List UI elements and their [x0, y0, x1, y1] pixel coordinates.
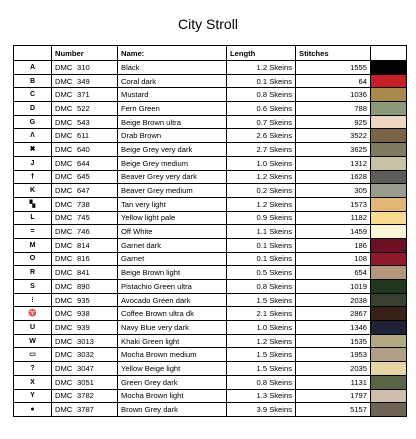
length-cell: 0.2 Skeins	[227, 184, 296, 198]
symbol-cell: U	[14, 321, 52, 335]
color-swatch	[371, 170, 407, 184]
brand-label: DMC	[55, 405, 73, 415]
table-row	[14, 362, 407, 376]
length-cell: 1.5 Skeins	[227, 348, 296, 362]
brand-label: DMC	[55, 117, 73, 127]
color-swatch	[371, 115, 407, 129]
table-row	[14, 389, 407, 403]
floss-code: 816	[77, 254, 90, 264]
symbol-cell: J	[14, 156, 52, 170]
table-row	[14, 266, 407, 280]
floss-code: 890	[77, 281, 90, 291]
number-cell	[52, 211, 118, 225]
header-number: Number	[52, 46, 118, 61]
color-swatch	[371, 252, 407, 266]
floss-code: 611	[77, 131, 90, 141]
length-cell: 2.7 Skeins	[227, 143, 296, 157]
color-swatch	[371, 334, 407, 348]
symbol-cell: Λ	[14, 129, 52, 143]
number-cell	[52, 225, 118, 239]
name-cell: Beaver Grey very dark	[118, 170, 227, 184]
brand-label: DMC	[55, 281, 73, 291]
floss-code: 939	[77, 322, 90, 332]
table-row	[14, 225, 407, 239]
floss-code: 640	[77, 144, 90, 154]
number-cell	[52, 143, 118, 157]
brand-label: DMC	[55, 213, 73, 223]
color-swatch	[371, 293, 407, 307]
color-swatch	[371, 238, 407, 252]
table-row	[14, 102, 407, 116]
length-cell: 2.1 Skeins	[227, 307, 296, 321]
length-cell: 1.5 Skeins	[227, 362, 296, 376]
number-cell	[52, 307, 118, 321]
name-cell: Mocha Brown medium	[118, 348, 227, 362]
number-cell	[52, 88, 118, 102]
table-row	[14, 280, 407, 294]
length-cell: 0.7 Skeins	[227, 115, 296, 129]
stitches-cell: 186	[296, 238, 371, 252]
color-swatch	[371, 375, 407, 389]
number-cell	[52, 293, 118, 307]
number-cell	[52, 197, 118, 211]
brand-label: DMC	[55, 309, 73, 319]
number-cell	[52, 348, 118, 362]
length-cell: 1.2 Skeins	[227, 197, 296, 211]
stitches-cell: 1312	[296, 156, 371, 170]
floss-code: 814	[77, 240, 90, 250]
floss-code: 3787	[77, 405, 94, 415]
number-cell	[52, 238, 118, 252]
length-cell: 1.3 Skeins	[227, 389, 296, 403]
table-row	[14, 334, 407, 348]
number-cell	[52, 389, 118, 403]
name-cell: Beige Brown light	[118, 266, 227, 280]
brand-label: DMC	[55, 295, 73, 305]
symbol-cell: =	[14, 225, 52, 239]
stitches-cell: 3625	[296, 143, 371, 157]
brand-label: DMC	[55, 254, 73, 264]
brand-label: DMC	[55, 227, 73, 237]
floss-code: 3782	[77, 391, 94, 401]
number-cell	[52, 61, 118, 75]
number-cell	[52, 403, 118, 417]
name-cell: Coral dark	[118, 74, 227, 88]
color-swatch	[371, 307, 407, 321]
stitches-cell: 1019	[296, 280, 371, 294]
floss-code: 841	[77, 268, 90, 278]
stitches-cell: 788	[296, 102, 371, 116]
table-row	[14, 307, 407, 321]
floss-code: 746	[77, 227, 90, 237]
symbol-cell: ▭	[14, 348, 52, 362]
name-cell: Green Grey dark	[118, 375, 227, 389]
color-swatch	[371, 348, 407, 362]
symbol-cell: B	[14, 74, 52, 88]
color-swatch	[371, 61, 407, 75]
length-cell: 0.6 Skeins	[227, 102, 296, 116]
floss-code: 745	[77, 213, 90, 223]
color-swatch	[371, 74, 407, 88]
color-swatch	[371, 225, 407, 239]
header-length: Length	[227, 46, 296, 61]
color-swatch	[371, 197, 407, 211]
name-cell: Beaver Grey medium	[118, 184, 227, 198]
table-row	[14, 238, 407, 252]
table-row	[14, 184, 407, 198]
table-row	[14, 403, 407, 417]
table-row	[14, 252, 407, 266]
symbol-cell: K	[14, 184, 52, 198]
number-cell	[52, 74, 118, 88]
name-cell: Off White	[118, 225, 227, 239]
number-cell	[52, 334, 118, 348]
stitches-cell: 1953	[296, 348, 371, 362]
number-cell	[52, 102, 118, 116]
stitches-cell: 1573	[296, 197, 371, 211]
color-swatch	[371, 362, 407, 376]
name-cell: Pistachio Green ultra	[118, 280, 227, 294]
brand-label: DMC	[55, 144, 73, 154]
brand-label: DMC	[55, 90, 73, 100]
length-cell: 2.6 Skeins	[227, 129, 296, 143]
length-cell: 1.0 Skeins	[227, 321, 296, 335]
brand-label: DMC	[55, 336, 73, 346]
stitches-cell: 1036	[296, 88, 371, 102]
table-row	[14, 197, 407, 211]
color-swatch	[371, 156, 407, 170]
color-swatch	[371, 266, 407, 280]
floss-code: 543	[77, 117, 90, 127]
stitches-cell: 108	[296, 252, 371, 266]
table-row	[14, 211, 407, 225]
stitches-cell: 3522	[296, 129, 371, 143]
stitches-cell: 1459	[296, 225, 371, 239]
number-cell	[52, 362, 118, 376]
stitches-cell: 925	[296, 115, 371, 129]
floss-code: 349	[77, 76, 90, 86]
table-row	[14, 88, 407, 102]
table-row	[14, 156, 407, 170]
name-cell: Drab Brown	[118, 129, 227, 143]
symbol-cell: A	[14, 61, 52, 75]
symbol-cell: 🠕	[14, 170, 52, 184]
symbol-cell: G	[14, 115, 52, 129]
floss-code: 645	[77, 172, 90, 182]
color-swatch	[371, 211, 407, 225]
symbol-cell: L	[14, 211, 52, 225]
name-cell: Beige Grey medium	[118, 156, 227, 170]
table-row	[14, 321, 407, 335]
stitches-cell: 1535	[296, 334, 371, 348]
number-cell	[52, 129, 118, 143]
brand-label: DMC	[55, 186, 73, 196]
length-cell: 0.1 Skeins	[227, 74, 296, 88]
table-row	[14, 293, 407, 307]
symbol-cell: ♈	[14, 307, 52, 321]
floss-code: 3047	[77, 363, 94, 373]
color-swatch	[371, 321, 407, 335]
length-cell: 0.1 Skeins	[227, 252, 296, 266]
table-row	[14, 143, 407, 157]
table-row	[14, 348, 407, 362]
table-row	[14, 61, 407, 75]
floss-code: 938	[77, 309, 90, 319]
length-cell: 1.0 Skeins	[227, 156, 296, 170]
stitches-cell: 2867	[296, 307, 371, 321]
name-cell: Tan very light	[118, 197, 227, 211]
symbol-cell: M	[14, 238, 52, 252]
symbol-cell: D	[14, 102, 52, 116]
name-cell: Coffee Brown ultra dk	[118, 307, 227, 321]
table-row	[14, 375, 407, 389]
stitches-cell: 5157	[296, 403, 371, 417]
brand-label: DMC	[55, 391, 73, 401]
color-swatch	[371, 389, 407, 403]
number-cell	[52, 321, 118, 335]
floss-code: 522	[77, 103, 90, 113]
symbol-cell: S	[14, 280, 52, 294]
floss-code: 3013	[77, 336, 94, 346]
color-swatch	[371, 143, 407, 157]
header-name: Name:	[118, 46, 227, 61]
symbol-cell: W	[14, 334, 52, 348]
table-row	[14, 74, 407, 88]
table-body	[14, 61, 407, 417]
length-cell: 1.1 Skeins	[227, 225, 296, 239]
table-row	[14, 129, 407, 143]
brand-label: DMC	[55, 363, 73, 373]
symbol-cell: R	[14, 266, 52, 280]
length-cell: 1.2 Skeins	[227, 170, 296, 184]
length-cell: 1.2 Skeins	[227, 61, 296, 75]
stitches-cell: 1797	[296, 389, 371, 403]
length-cell: 0.8 Skeins	[227, 280, 296, 294]
stitches-cell: 305	[296, 184, 371, 198]
brand-label: DMC	[55, 76, 73, 86]
name-cell: Black	[118, 61, 227, 75]
length-cell: 1.5 Skeins	[227, 293, 296, 307]
stitches-cell: 654	[296, 266, 371, 280]
length-cell: 0.8 Skeins	[227, 88, 296, 102]
stitches-cell: 1555	[296, 61, 371, 75]
stitches-cell: 1628	[296, 170, 371, 184]
name-cell: Khaki Green light	[118, 334, 227, 348]
stitches-cell: 1346	[296, 321, 371, 335]
name-cell: Beige Brown ultra	[118, 115, 227, 129]
name-cell: Mustard	[118, 88, 227, 102]
name-cell: Yellow light pale	[118, 211, 227, 225]
header-symbol	[14, 46, 52, 61]
floss-code: 644	[77, 158, 90, 168]
name-cell: Beige Grey very dark	[118, 143, 227, 157]
header-color	[371, 46, 407, 61]
length-cell: 0.8 Skeins	[227, 375, 296, 389]
name-cell: Garnet	[118, 252, 227, 266]
table-row	[14, 170, 407, 184]
number-cell	[52, 252, 118, 266]
length-cell: 0.9 Skeins	[227, 211, 296, 225]
name-cell: Avocado Green dark	[118, 293, 227, 307]
symbol-cell: O	[14, 252, 52, 266]
stitches-cell: 2038	[296, 293, 371, 307]
stitches-cell: 2035	[296, 362, 371, 376]
stitches-cell: 1182	[296, 211, 371, 225]
brand-label: DMC	[55, 131, 73, 141]
brand-label: DMC	[55, 199, 73, 209]
name-cell: Brown Grey dark	[118, 403, 227, 417]
brand-label: DMC	[55, 377, 73, 387]
color-swatch	[371, 184, 407, 198]
name-cell: Fern Green	[118, 102, 227, 116]
floss-code: 3051	[77, 377, 94, 387]
name-cell: Garnet dark	[118, 238, 227, 252]
number-cell	[52, 115, 118, 129]
color-swatch	[371, 129, 407, 143]
length-cell: 0.1 Skeins	[227, 238, 296, 252]
symbol-cell: ?	[14, 362, 52, 376]
color-swatch	[371, 280, 407, 294]
symbol-cell: ✖	[14, 143, 52, 157]
symbol-cell: X	[14, 375, 52, 389]
floss-code: 371	[77, 90, 90, 100]
brand-label: DMC	[55, 240, 73, 250]
brand-label: DMC	[55, 268, 73, 278]
brand-label: DMC	[55, 322, 73, 332]
chart-title: City Stroll	[178, 16, 238, 32]
number-cell	[52, 266, 118, 280]
symbol-cell: ⁝	[14, 293, 52, 307]
table-header-row	[14, 46, 407, 61]
number-cell	[52, 156, 118, 170]
table-row	[14, 115, 407, 129]
length-cell: 3.9 Skeins	[227, 403, 296, 417]
floss-code: 3032	[77, 350, 94, 360]
symbol-cell: Y	[14, 389, 52, 403]
number-cell	[52, 170, 118, 184]
symbol-cell: ●	[14, 403, 52, 417]
floss-code: 935	[77, 295, 90, 305]
stitches-cell: 64	[296, 74, 371, 88]
color-swatch	[371, 88, 407, 102]
floss-code: 310	[77, 62, 90, 72]
brand-label: DMC	[55, 350, 73, 360]
brand-label: DMC	[55, 172, 73, 182]
number-cell	[52, 280, 118, 294]
name-cell: Mocha Brown light	[118, 389, 227, 403]
color-swatch	[371, 403, 407, 417]
brand-label: DMC	[55, 103, 73, 113]
header-stitches: Stitches	[296, 46, 371, 61]
number-cell	[52, 184, 118, 198]
length-cell: 1.2 Skeins	[227, 334, 296, 348]
floss-code: 738	[77, 199, 90, 209]
symbol-cell: C	[14, 88, 52, 102]
color-swatch	[371, 102, 407, 116]
name-cell: Navy Blue very dark	[118, 321, 227, 335]
symbol-cell: ▚	[14, 197, 52, 211]
number-cell	[52, 375, 118, 389]
floss-table	[13, 45, 407, 417]
brand-label: DMC	[55, 158, 73, 168]
name-cell: Yellow Beige light	[118, 362, 227, 376]
brand-label: DMC	[55, 62, 73, 72]
length-cell: 0.5 Skeins	[227, 266, 296, 280]
stitches-cell: 1131	[296, 375, 371, 389]
floss-code: 647	[77, 186, 90, 196]
